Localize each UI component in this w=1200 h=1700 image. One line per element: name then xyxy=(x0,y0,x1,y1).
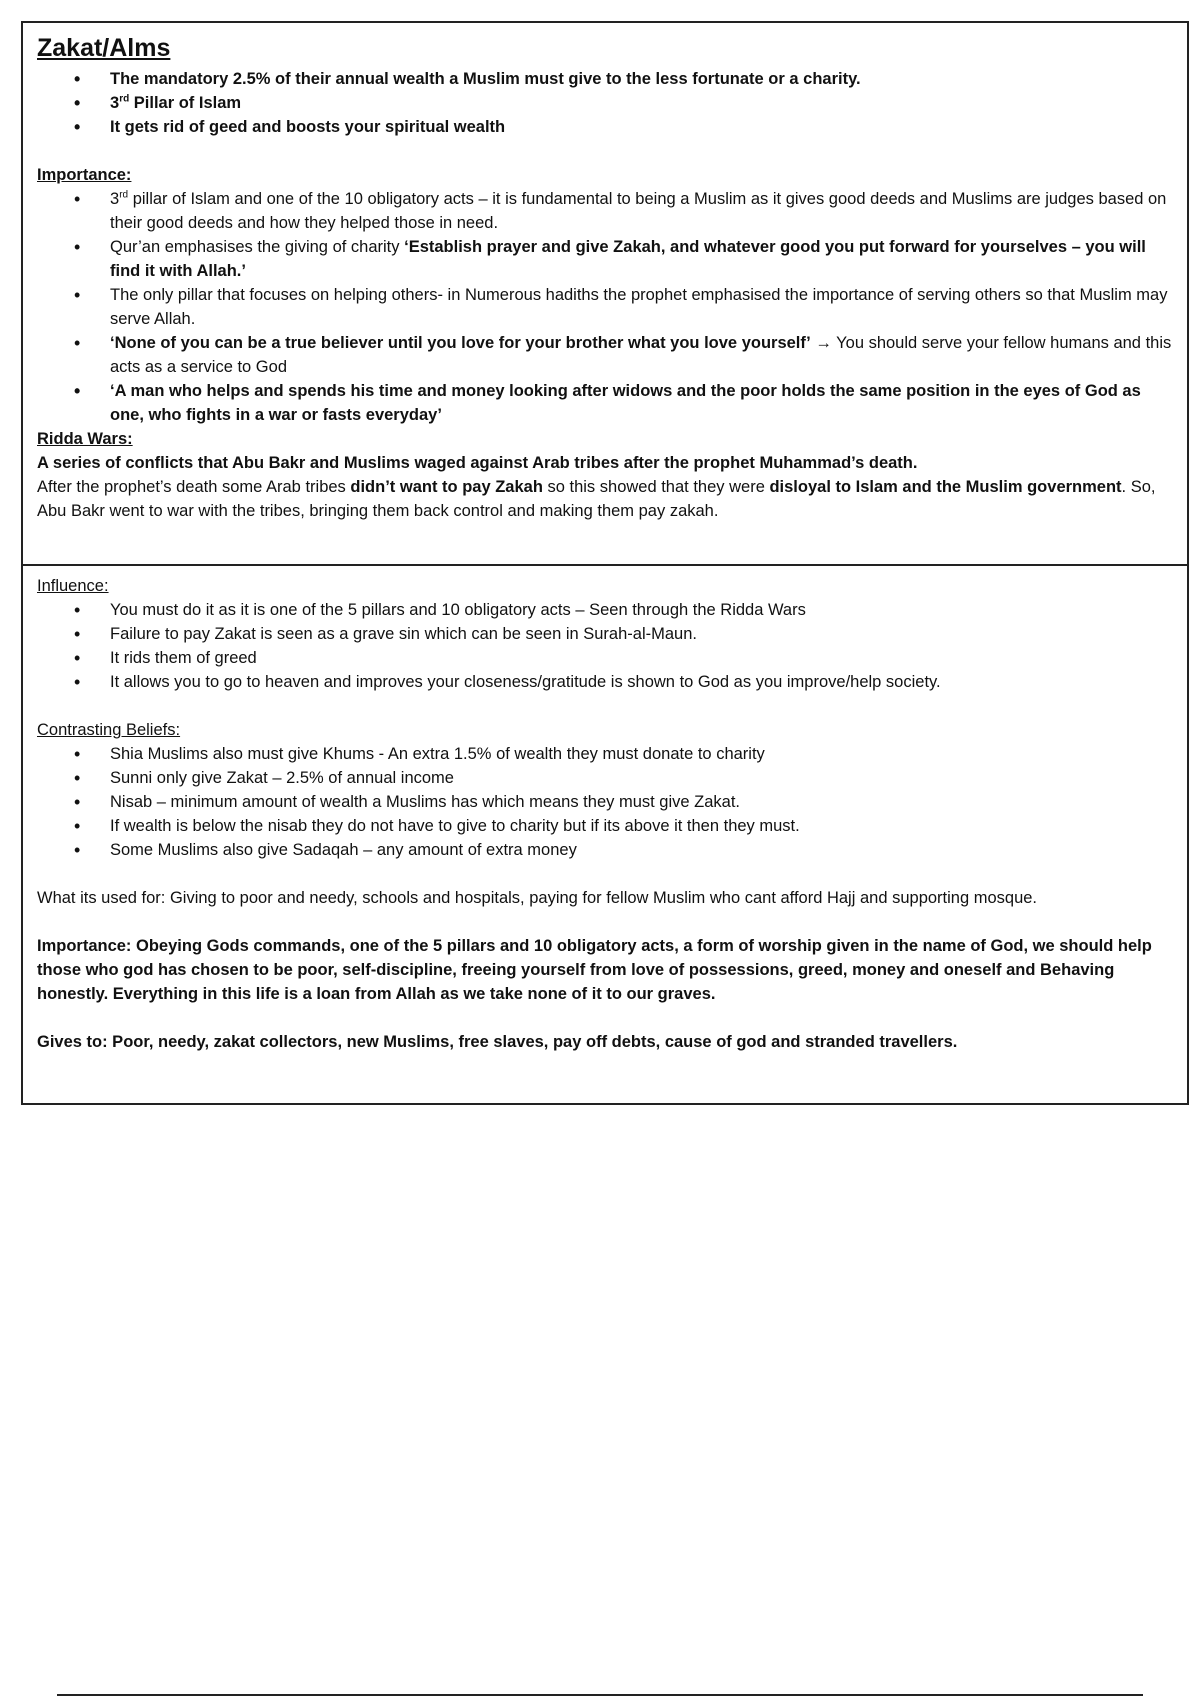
influence-bullet: • Failure to pay Zakat is seen as a grave sin which can be seen in Surah-al-Maun. xyxy=(110,622,1173,646)
importance-bullet-1: • 3rd pillar of Islam and one of the 10 obligatory acts – it is fundamental to being a Muslim as it gives good deeds and Muslims are judges based on their good deeds and how they helped those in need. xyxy=(110,187,1173,235)
intro-bullet-1: • The mandatory 2.5% of their annual wealth a Muslim must give to the less fortunate or a charity. xyxy=(110,67,1173,91)
importance-bullet-4: • ‘None of you can be a true believer until you love for your brother what you love yourself’ → You should serve your fellow humans and this acts as a service to God xyxy=(110,331,1173,379)
influence-bullet: • It rids them of greed xyxy=(110,646,1173,670)
intro-bullet-2: • 3rd Pillar of Islam xyxy=(110,91,1173,115)
importance-bullet-3: • The only pillar that focuses on helping others- in Numerous hadiths the prophet emphasised the importance of serving others so that Muslim may serve Allah. xyxy=(110,283,1173,331)
gives-to-paragraph: Gives to: Poor, needy, zakat collectors, new Muslims, free slaves, pay off debts, cause of god and stranded travellers. xyxy=(37,1033,958,1051)
influence-bullet: • You must do it as it is one of the 5 pillars and 10 obligatory acts – Seen through the Ridda Wars xyxy=(110,598,1173,622)
importance-heading: Importance: xyxy=(37,166,132,184)
section-zakat-overview xyxy=(23,23,1187,564)
influence-bullet: • It allows you to go to heaven and improves your closeness/gratitude is shown to God as you improve/help society. xyxy=(110,670,1173,694)
influence-heading: Influence: xyxy=(37,577,109,595)
footer-rule xyxy=(57,1694,1143,1696)
contrasting-bullet: • Nisab – minimum amount of wealth a Muslims has which means they must give Zakat. xyxy=(110,790,1173,814)
contrasting-bullet: • Shia Muslims also must give Khums - An extra 1.5% of wealth they must donate to charity xyxy=(110,742,1173,766)
importance-bullet-5: • ‘A man who helps and spends his time and money looking after widows and the poor holds the same position in the eyes of God as one, who fights in a war or fasts everyday’ xyxy=(110,379,1173,427)
intro-list xyxy=(37,67,1173,139)
contrasting-bullet: • Some Muslims also give Sadaqah – any amount of extra money xyxy=(110,838,1173,862)
importance-list xyxy=(37,187,1173,427)
intro-bullet-3: • It gets rid of geed and boosts your spiritual wealth xyxy=(110,115,1173,139)
importance-summary-paragraph: Importance: Obeying Gods commands, one of the 5 pillars and 10 obligatory acts, a form of worship given in the name of God, we should help those who god has chosen to be poor, self-discipline, freeing yourself from love of possessions, greed, money and oneself and Behaving honestly. Everything in this life is a loan from Allah as we take none of it to our graves. xyxy=(37,937,1152,1003)
contrasting-beliefs-heading: Contrasting Beliefs: xyxy=(37,721,181,739)
ridda-wars-heading: Ridda Wars: xyxy=(37,430,133,448)
influence-list xyxy=(37,598,1173,694)
contrasting-bullet: • Sunni only give Zakat – 2.5% of annual income xyxy=(110,766,1173,790)
contrasting-beliefs-list xyxy=(37,742,1173,862)
contrasting-bullet: • If wealth is below the nisab they do not have to give to charity but if its above it then they must. xyxy=(110,814,1173,838)
section-influence-beliefs xyxy=(23,564,1187,1103)
importance-bullet-2: • Qur’an emphasises the giving of charity ‘Establish prayer and give Zakah, and whatever good you put forward for yourselves – you will find it with Allah.’ xyxy=(110,235,1173,283)
document-page xyxy=(21,21,1189,1105)
ridda-wars-definition: A series of conflicts that Abu Bakr and Muslims waged against Arab tribes after the prophet Muhammad’s death. xyxy=(37,454,918,472)
arrow-right-icon: → xyxy=(815,334,832,352)
used-for-paragraph: What its used for: Giving to poor and needy, schools and hospitals, paying for fellow Muslim who cant afford Hajj and supporting mosque. xyxy=(37,889,1038,907)
page-title: Zakat/Alms xyxy=(37,34,171,62)
ridda-wars-paragraph: After the prophet’s death some Arab tribes didn’t want to pay Zakah so this showed that they were disloyal to Islam and the Muslim government. So, Abu Bakr went to war with the tribes, bringing them back control and making them pay zakah. xyxy=(37,478,1156,520)
